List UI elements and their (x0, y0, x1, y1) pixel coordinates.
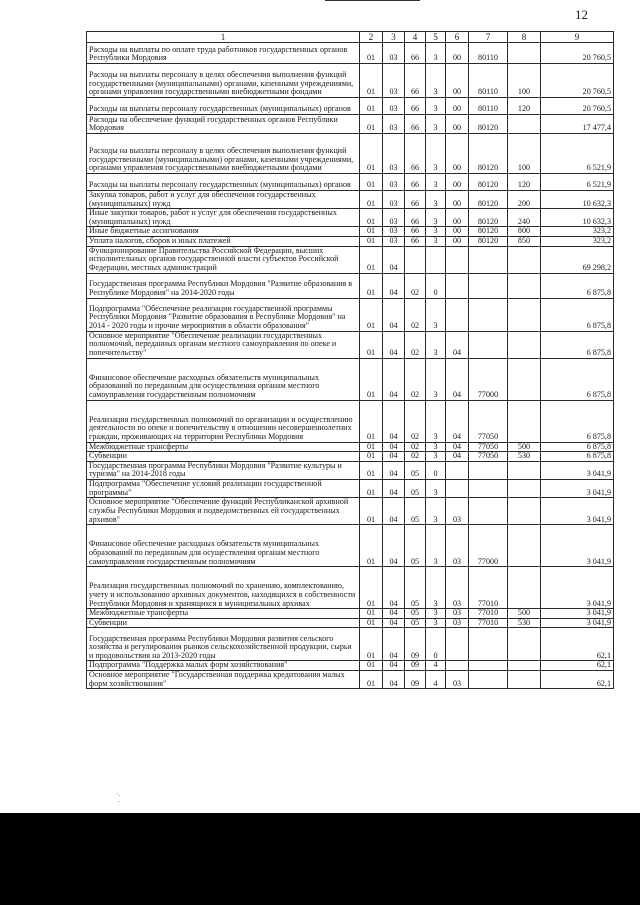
code-section: 01 (360, 273, 383, 298)
code-program: 66 (405, 98, 426, 115)
table-row (87, 670, 614, 688)
code-expense-type: 500 (508, 442, 541, 452)
code-subsection: 04 (383, 461, 405, 479)
code-subprogram: 3 (426, 298, 446, 331)
code-direction (469, 661, 508, 671)
row-description: Функционирование Правительства Российской Федерации, высших исполнительных органов государственной власти субъектов Российской Федерации, местных администраций (87, 246, 360, 273)
header-cell: 7 (469, 32, 508, 43)
table-row (87, 273, 614, 298)
row-description: Уплата налогов, сборов и иных платежей (87, 236, 360, 246)
code-program: 02 (405, 400, 426, 442)
row-amount: 3 041,9 (541, 525, 614, 567)
table-row (87, 452, 614, 462)
code-program: 09 (405, 661, 426, 671)
row-amount: 3 041,9 (541, 479, 614, 497)
code-direction (469, 498, 508, 525)
row-amount: 3 041,9 (541, 609, 614, 619)
table-header-row (87, 32, 614, 43)
code-subsection: 03 (383, 236, 405, 246)
row-amount: 3 041,9 (541, 618, 614, 628)
code-subprogram: 3 (426, 609, 446, 619)
code-program: 66 (405, 227, 426, 237)
code-direction: 77050 (469, 400, 508, 442)
code-section: 01 (360, 525, 383, 567)
code-subprogram: 3 (426, 134, 446, 174)
code-direction: 80110 (469, 64, 508, 98)
code-program (405, 246, 426, 273)
header-cell: 2 (360, 32, 383, 43)
code-subprogram: 3 (426, 331, 446, 358)
code-section: 01 (360, 670, 383, 688)
table-row (87, 358, 614, 400)
table-row (87, 115, 614, 134)
code-section: 01 (360, 64, 383, 98)
code-expense-type: 850 (508, 236, 541, 246)
code-subprogram: 4 (426, 670, 446, 688)
code-subsection: 04 (383, 452, 405, 462)
row-description: Расходы на выплаты персоналу в целях обеспечения выполнения функций государственными (муниципальными) органами, казенными учреждениями, органами управления государственными внебюджетными фондами (87, 64, 360, 98)
code-direction: 80110 (469, 98, 508, 115)
code-expense-type: 120 (508, 174, 541, 191)
code-expense-type (508, 567, 541, 609)
row-amount: 3 041,9 (541, 567, 614, 609)
code-program: 66 (405, 236, 426, 246)
code-subsection: 03 (383, 98, 405, 115)
row-description: Расходы на выплаты персоналу в целях обеспечения выполнения функций государственными (муниципальными) органами, казенными учреждениями, органами управления государственными внебюджетными фондами (87, 134, 360, 174)
code-section: 01 (360, 567, 383, 609)
row-amount: 20 760,5 (541, 98, 614, 115)
table-row (87, 479, 614, 497)
code-subsection: 03 (383, 174, 405, 191)
code-program: 05 (405, 618, 426, 628)
row-description: Государственная программа Республики Мордовия развития сельского хозяйства и регулирования рынков сельскохозяйственной продукции, сырья и продовольствия на 2013-2020 годы (87, 628, 360, 661)
row-description: Основное мероприятие "Обеспечение реализации государственных полномочий, переданных органам местного самоуправления по опеке и попечительству" (87, 331, 360, 358)
row-description: Реализация государственных полномочий по хранению, комплектованию, учету и использованию архивных документов, находящихся в собственности Республики Мордовия и хранящихся в муниципальных архивах (87, 567, 360, 609)
code-subsection: 04 (383, 400, 405, 442)
code-activity: 04 (446, 452, 469, 462)
code-subprogram: 0 (426, 628, 446, 661)
code-subprogram: 4 (426, 661, 446, 671)
table-row (87, 134, 614, 174)
row-amount: 3 041,9 (541, 498, 614, 525)
code-section: 01 (360, 628, 383, 661)
code-activity (446, 298, 469, 331)
row-description: Иные закупки товаров, работ и услуг для обеспечения государственных (муниципальных) нужд (87, 209, 360, 227)
code-subprogram: 3 (426, 358, 446, 400)
code-subprogram (426, 246, 446, 273)
row-description: Закупка товаров, работ и услуг для обеспечения государственных (муниципальных) нужд (87, 191, 360, 209)
code-direction (469, 479, 508, 497)
row-amount: 323,2 (541, 236, 614, 246)
code-activity: 00 (446, 191, 469, 209)
code-section: 01 (360, 358, 383, 400)
code-activity (446, 661, 469, 671)
code-activity (446, 628, 469, 661)
code-section: 01 (360, 442, 383, 452)
code-activity (446, 461, 469, 479)
code-subsection: 04 (383, 331, 405, 358)
code-subprogram: 3 (426, 479, 446, 497)
code-subsection: 04 (383, 567, 405, 609)
code-activity: 00 (446, 98, 469, 115)
code-program: 66 (405, 43, 426, 64)
code-direction (469, 298, 508, 331)
code-activity (446, 246, 469, 273)
code-subprogram: 0 (426, 273, 446, 298)
code-program: 05 (405, 609, 426, 619)
code-activity: 04 (446, 331, 469, 358)
code-program: 05 (405, 498, 426, 525)
code-subprogram: 3 (426, 209, 446, 227)
code-program: 02 (405, 442, 426, 452)
row-description: Государственная программа Республики Мордовия "Развитие образования в Республике Мордовия" на 2014-2020 годы (87, 273, 360, 298)
code-expense-type (508, 298, 541, 331)
table-row (87, 174, 614, 191)
code-expense-type (508, 273, 541, 298)
code-program: 05 (405, 479, 426, 497)
code-activity: 00 (446, 236, 469, 246)
code-activity: 00 (446, 227, 469, 237)
code-direction (469, 246, 508, 273)
row-description: Расходы на выплаты персоналу государственных (муниципальных) органов (87, 98, 360, 115)
code-subsection: 03 (383, 209, 405, 227)
table-row (87, 661, 614, 671)
code-activity (446, 273, 469, 298)
code-direction: 80120 (469, 236, 508, 246)
scan-black-border (0, 813, 640, 905)
row-amount: 6 875,8 (541, 298, 614, 331)
code-section: 01 (360, 134, 383, 174)
table-row (87, 98, 614, 115)
code-activity: 04 (446, 400, 469, 442)
code-activity: 03 (446, 525, 469, 567)
code-section: 01 (360, 98, 383, 115)
row-amount: 20 760,5 (541, 43, 614, 64)
code-program: 02 (405, 331, 426, 358)
code-subprogram: 3 (426, 400, 446, 442)
page-number: 12 (575, 7, 588, 22)
code-section: 01 (360, 400, 383, 442)
row-amount: 20 760,5 (541, 64, 614, 98)
code-activity: 04 (446, 358, 469, 400)
code-program: 09 (405, 670, 426, 688)
code-subsection: 04 (383, 298, 405, 331)
row-description: Реализация государственных полномочий по организации и осуществлению деятельности по опеке и попечительству в отношении несовершеннолетних граждан, проживающих на территории Республики Мордовия (87, 400, 360, 442)
code-subsection: 04 (383, 670, 405, 688)
row-description: Расходы на выплаты по оплате труда работников государственных органов Республики Мордовия (87, 43, 360, 64)
row-amount: 6 521,9 (541, 174, 614, 191)
row-description: Финансовое обеспечение расходных обязательств муниципальных образований по переданным для осуществления органам местного самоуправления государственным полномочиям (87, 525, 360, 567)
header-cell: 9 (541, 32, 614, 43)
code-subsection: 04 (383, 442, 405, 452)
code-section: 01 (360, 246, 383, 273)
code-direction (469, 670, 508, 688)
table-row (87, 498, 614, 525)
code-activity: 00 (446, 134, 469, 174)
code-subsection: 04 (383, 479, 405, 497)
code-subprogram: 3 (426, 618, 446, 628)
code-expense-type (508, 43, 541, 64)
code-section: 01 (360, 174, 383, 191)
code-direction (469, 273, 508, 298)
row-description: Субвенции (87, 452, 360, 462)
code-direction (469, 331, 508, 358)
code-expense-type (508, 358, 541, 400)
code-section: 01 (360, 227, 383, 237)
code-subprogram: 0 (426, 461, 446, 479)
scan-edge-line (325, 0, 420, 1)
header-cell: 1 (87, 32, 360, 43)
code-expense-type (508, 661, 541, 671)
row-amount: 10 632,3 (541, 209, 614, 227)
code-expense-type: 120 (508, 98, 541, 115)
code-activity: 00 (446, 115, 469, 134)
code-subprogram: 3 (426, 64, 446, 98)
code-activity: 03 (446, 609, 469, 619)
code-subprogram: 3 (426, 98, 446, 115)
code-program: 66 (405, 174, 426, 191)
code-section: 01 (360, 236, 383, 246)
code-direction (469, 628, 508, 661)
code-section: 01 (360, 461, 383, 479)
table-row (87, 64, 614, 98)
table-row (87, 525, 614, 567)
table-row (87, 43, 614, 64)
row-amount: 62,1 (541, 628, 614, 661)
code-expense-type (508, 115, 541, 134)
code-direction: 77010 (469, 567, 508, 609)
code-activity: 00 (446, 209, 469, 227)
code-subsection: 04 (383, 358, 405, 400)
row-amount: 3 041,9 (541, 461, 614, 479)
code-subprogram: 3 (426, 452, 446, 462)
row-description: Основное мероприятие "Обеспечение функций Республиканской архивной службы Республики Мордовия и подведомственных ей государственных архивов" (87, 498, 360, 525)
table-row (87, 628, 614, 661)
code-section: 01 (360, 115, 383, 134)
code-program: 66 (405, 115, 426, 134)
code-direction: 80120 (469, 227, 508, 237)
code-section: 01 (360, 498, 383, 525)
table-row (87, 461, 614, 479)
code-subsection: 04 (383, 609, 405, 619)
code-direction: 77050 (469, 452, 508, 462)
code-program: 02 (405, 358, 426, 400)
table-row (87, 236, 614, 246)
row-amount: 6 875,8 (541, 273, 614, 298)
code-expense-type (508, 525, 541, 567)
code-subprogram: 3 (426, 567, 446, 609)
code-program: 66 (405, 64, 426, 98)
code-activity: 03 (446, 618, 469, 628)
code-section: 01 (360, 209, 383, 227)
code-section: 01 (360, 618, 383, 628)
header-cell: 5 (426, 32, 446, 43)
row-description: Подпрограмма "Обеспечение реализации государственной программы Республики Мордовия "Развитие образования в Республике Мордовия" на 2014 - 2020 годы и прочие мероприятия в области образования" (87, 298, 360, 331)
row-amount: 6 875,8 (541, 400, 614, 442)
code-program: 05 (405, 525, 426, 567)
budget-table-body (87, 32, 614, 689)
code-subsection: 04 (383, 618, 405, 628)
code-program: 02 (405, 298, 426, 331)
table-row (87, 209, 614, 227)
table-row (87, 191, 614, 209)
code-direction (469, 461, 508, 479)
code-subprogram: 3 (426, 442, 446, 452)
code-activity: 03 (446, 498, 469, 525)
code-subprogram: 3 (426, 191, 446, 209)
code-expense-type (508, 498, 541, 525)
code-direction: 77050 (469, 442, 508, 452)
code-expense-type: 240 (508, 209, 541, 227)
code-program: 09 (405, 628, 426, 661)
code-direction: 77000 (469, 525, 508, 567)
code-activity: 04 (446, 442, 469, 452)
code-direction: 77010 (469, 618, 508, 628)
code-program: 66 (405, 134, 426, 174)
code-subsection: 03 (383, 115, 405, 134)
code-subsection: 04 (383, 628, 405, 661)
code-program: 66 (405, 191, 426, 209)
code-program: 05 (405, 461, 426, 479)
code-direction: 77000 (469, 358, 508, 400)
code-program: 02 (405, 452, 426, 462)
code-expense-type (508, 628, 541, 661)
code-expense-type: 100 (508, 64, 541, 98)
row-amount: 6 875,8 (541, 452, 614, 462)
code-expense-type: 200 (508, 191, 541, 209)
code-direction: 77010 (469, 609, 508, 619)
table-row (87, 400, 614, 442)
table-row (87, 609, 614, 619)
code-subprogram: 3 (426, 115, 446, 134)
code-subsection: 03 (383, 227, 405, 237)
code-expense-type (508, 670, 541, 688)
row-amount: 62,1 (541, 661, 614, 671)
code-expense-type: 530 (508, 452, 541, 462)
code-program: 05 (405, 567, 426, 609)
row-amount: 17 477,4 (541, 115, 614, 134)
code-expense-type (508, 400, 541, 442)
code-activity: 00 (446, 64, 469, 98)
row-description: Субвенции (87, 618, 360, 628)
code-activity: 03 (446, 670, 469, 688)
code-activity: 00 (446, 174, 469, 191)
row-description: Подпрограмма "Поддержка малых форм хозяйствования" (87, 661, 360, 671)
row-description: Расходы на выплаты персоналу государственных (муниципальных) органов (87, 174, 360, 191)
code-expense-type (508, 461, 541, 479)
code-subprogram: 3 (426, 174, 446, 191)
row-amount: 6 875,8 (541, 331, 614, 358)
code-section: 01 (360, 452, 383, 462)
row-description: Финансовое обеспечение расходных обязательств муниципальных образований по переданным для осуществления органам местного самоуправления государственным полномочиям (87, 358, 360, 400)
table-row (87, 298, 614, 331)
row-amount: 6 521,9 (541, 134, 614, 174)
code-subsection: 04 (383, 498, 405, 525)
table-row (87, 567, 614, 609)
code-activity: 00 (446, 43, 469, 64)
code-subprogram: 3 (426, 227, 446, 237)
code-expense-type: 100 (508, 134, 541, 174)
header-cell: 3 (383, 32, 405, 43)
row-amount: 6 875,8 (541, 442, 614, 452)
header-cell: 6 (446, 32, 469, 43)
row-amount: 62,1 (541, 670, 614, 688)
row-description: Межбюджетные трансферты (87, 442, 360, 452)
code-program: 66 (405, 209, 426, 227)
table-row (87, 442, 614, 452)
code-section: 01 (360, 298, 383, 331)
row-description: Подпрограмма "Обеспечение условий реализации государственной программы" (87, 479, 360, 497)
code-subprogram: 3 (426, 236, 446, 246)
code-direction: 80110 (469, 43, 508, 64)
code-subprogram: 3 (426, 525, 446, 567)
code-subprogram: 3 (426, 498, 446, 525)
row-amount: 10 632,3 (541, 191, 614, 209)
code-direction: 80120 (469, 174, 508, 191)
row-description: Расходы на обеспечение функций государственных органов Республики Мордовия (87, 115, 360, 134)
code-section: 01 (360, 609, 383, 619)
code-direction: 80120 (469, 191, 508, 209)
code-subsection: 03 (383, 191, 405, 209)
code-section: 01 (360, 43, 383, 64)
table-row (87, 618, 614, 628)
row-amount: 6 875,8 (541, 358, 614, 400)
header-cell: 8 (508, 32, 541, 43)
row-description: Межбюджетные трансферты (87, 609, 360, 619)
budget-table (86, 31, 614, 689)
code-subsection: 04 (383, 246, 405, 273)
code-subsection: 03 (383, 64, 405, 98)
row-description: Государственная программа Республики Мордовия "Развитие культуры и туризма" на 2014-2018 годы (87, 461, 360, 479)
code-activity (446, 479, 469, 497)
code-expense-type: 800 (508, 227, 541, 237)
code-expense-type (508, 246, 541, 273)
code-expense-type (508, 479, 541, 497)
code-expense-type (508, 331, 541, 358)
code-section: 01 (360, 479, 383, 497)
header-cell: 4 (405, 32, 426, 43)
row-description: Иные бюджетные ассигнования (87, 227, 360, 237)
code-subsection: 04 (383, 661, 405, 671)
table-row (87, 331, 614, 358)
row-description: Основное мероприятие "Государственная поддержка кредитования малых форм хозяйствования" (87, 670, 360, 688)
code-section: 01 (360, 661, 383, 671)
code-section: 01 (360, 331, 383, 358)
row-amount: 69 298,2 (541, 246, 614, 273)
code-subsection: 04 (383, 273, 405, 298)
code-subsection: 04 (383, 525, 405, 567)
code-section: 01 (360, 191, 383, 209)
code-expense-type: 500 (508, 609, 541, 619)
code-program: 02 (405, 273, 426, 298)
scan-specks: ·. · (116, 790, 121, 806)
code-direction: 80120 (469, 115, 508, 134)
code-subprogram: 3 (426, 43, 446, 64)
code-activity: 03 (446, 567, 469, 609)
code-expense-type: 530 (508, 618, 541, 628)
table-row (87, 246, 614, 273)
code-subsection: 03 (383, 43, 405, 64)
code-subsection: 03 (383, 134, 405, 174)
row-amount: 323,2 (541, 227, 614, 237)
code-direction: 80120 (469, 209, 508, 227)
code-direction: 80120 (469, 134, 508, 174)
